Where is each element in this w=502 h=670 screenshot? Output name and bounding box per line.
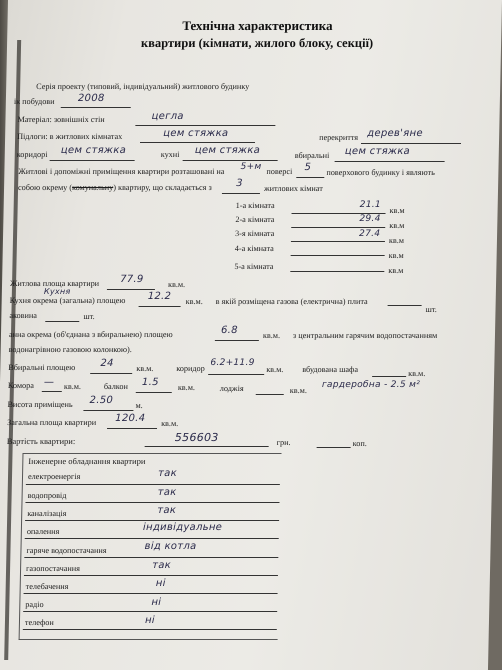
- eng-label: електроенергія: [27, 472, 81, 481]
- eng-line: [23, 611, 277, 612]
- toilet-value: 24: [100, 358, 114, 369]
- room-value: 27.4: [358, 229, 381, 239]
- eng-label: гаряче водопостачання: [26, 546, 107, 555]
- room-value: 29.4: [359, 214, 381, 224]
- eng-label: водопровід: [27, 491, 67, 500]
- loggia-unit: кв.м.: [289, 386, 308, 395]
- eng-value: так: [152, 560, 172, 571]
- series-label: Серія проекту (типовий, індивідуальний) житлового будинку: [36, 82, 250, 91]
- corridor-line: [50, 160, 135, 161]
- apartment-line: [18, 183, 212, 192]
- total-area-label: Загальна площа квартири: [7, 418, 97, 427]
- location-floor: 5+м: [240, 162, 262, 172]
- eng-line: [24, 593, 278, 594]
- room-unit: кв.м: [389, 221, 405, 230]
- total-area-unit: кв.м.: [161, 419, 179, 428]
- room-line: [290, 271, 384, 272]
- apt-rooms: 3: [236, 178, 243, 189]
- loggia-label: лоджія: [219, 384, 244, 393]
- balcony-value: 1.5: [141, 377, 159, 388]
- eng-label: газопостачання: [25, 564, 81, 573]
- corridor-area-label: коридор: [176, 364, 205, 373]
- eng-label: телефон: [24, 618, 54, 627]
- floors-rooms-value: цем стяжка: [163, 128, 229, 139]
- currency: грн.: [276, 438, 291, 447]
- height-label: Висота приміщень: [7, 400, 73, 409]
- room-line: [291, 255, 385, 256]
- eng-line: [25, 520, 279, 521]
- eng-label: телебачення: [25, 582, 69, 591]
- floors-rooms-label: Підлоги: в житлових кімнатах: [17, 132, 123, 141]
- kop: коп.: [352, 439, 367, 448]
- kitchen-area-tail: в якій розміщена газова (електрична) плита: [215, 297, 368, 306]
- loggia-line: [256, 394, 284, 395]
- eng-label: радіо: [25, 600, 44, 609]
- eng-header: Інженерне обладнання квартири: [28, 456, 146, 466]
- walls-line: [135, 125, 275, 126]
- location-total: 5: [304, 162, 312, 173]
- kitchen-stove-pcs: шт.: [425, 305, 437, 314]
- walls-value: цегла: [151, 111, 184, 122]
- location-label-b: поверсі: [266, 167, 293, 176]
- room-label: 4-а кімната: [234, 244, 274, 253]
- title-line-1: Технічна характеристика: [182, 18, 333, 33]
- pantry-unit: кв.м.: [63, 382, 82, 391]
- pantry-line: [42, 391, 62, 392]
- year-line: [61, 107, 131, 108]
- eng-line: [26, 484, 280, 485]
- room-unit: кв.м: [388, 266, 404, 275]
- apt-rooms-line: [222, 193, 260, 194]
- room-label: 5-а кімната: [234, 262, 274, 271]
- bathroom-value: цем стяжка: [344, 146, 411, 157]
- eng-value: від котла: [144, 541, 197, 552]
- apt-struck: комунальну: [71, 183, 114, 192]
- bath-label: анна окрема (об'єднана з вбиральнею) площею: [8, 330, 173, 339]
- location-total-line: [296, 177, 324, 178]
- apt-label-c: житлових кімнат: [263, 184, 323, 193]
- closet-unit: кв.м.: [408, 369, 426, 378]
- eng-line: [24, 575, 278, 576]
- eng-line: [23, 629, 277, 630]
- balcony-label: балкон: [103, 382, 128, 391]
- bath-value: 6.8: [220, 325, 239, 336]
- room-unit: кв.м: [388, 251, 404, 260]
- sinks-line: [45, 321, 79, 322]
- ceiling-value: дерев'яне: [367, 128, 423, 139]
- balcony-unit: кв.м.: [177, 383, 196, 392]
- living-area-label: Житлова площа квартири: [9, 279, 100, 288]
- corridor-area-unit: кв.м.: [266, 365, 284, 374]
- value-label: Вартість квартири:: [6, 436, 76, 446]
- closet-line: [372, 376, 406, 377]
- year-label: ік побудови: [13, 97, 55, 106]
- eng-line: [25, 538, 279, 539]
- toilet-unit: кв.м.: [136, 364, 154, 373]
- corridor-area-line: [208, 374, 264, 375]
- floors-rooms-line: [140, 142, 255, 143]
- eng-line: [24, 557, 278, 558]
- sinks-pcs: шт.: [83, 312, 95, 321]
- bath-line: [215, 340, 259, 341]
- kitchen-area-line: [139, 306, 181, 307]
- kitchen-value: цем стяжка: [194, 145, 261, 156]
- kitchen-area-note: Кухня: [43, 287, 71, 296]
- living-area-unit: кв.м.: [167, 280, 186, 289]
- walls-label: Матеріал: зовнішніх стін: [17, 115, 105, 124]
- bath-unit: кв.м.: [262, 331, 281, 340]
- room-line: [291, 227, 385, 228]
- total-area-value: 120.4: [115, 413, 146, 424]
- kitchen-label: кухні: [160, 150, 180, 159]
- eng-value: так: [157, 505, 177, 516]
- room-unit: кв.м: [388, 236, 405, 245]
- corridor-area-value: 6.2+11.9: [210, 358, 255, 368]
- pantry-label: Комора: [7, 381, 35, 390]
- closet-label: вбудована шафа: [302, 365, 359, 374]
- corridor-value: цем стяжка: [60, 145, 127, 156]
- wardrobe-note: гардеробна - 2.5 м²: [321, 380, 421, 390]
- bathroom-label: вбиральні: [294, 151, 330, 160]
- year-value: 2008: [77, 93, 105, 104]
- bath-tail-2: водонагрівною газовою колонкою).: [8, 345, 132, 354]
- bath-tail: з центральним гарячим водопостачанням: [292, 331, 438, 340]
- kitchen-area-unit: кв.м.: [185, 297, 203, 306]
- eng-line: [25, 502, 279, 503]
- living-area-value: 77.9: [120, 274, 144, 285]
- value-amount: 556603: [174, 431, 219, 444]
- eng-value: індивідуальне: [142, 522, 223, 533]
- eng-label: каналізація: [27, 509, 67, 518]
- height-unit: м.: [135, 401, 143, 410]
- room-value: 21.1: [359, 200, 382, 210]
- apt-label-a: собою окрему (: [17, 183, 73, 192]
- room-label: 3-я кімната: [235, 229, 275, 238]
- location-label-c: поверхового будинку і являють: [326, 168, 435, 177]
- toilet-line: [90, 373, 132, 374]
- living-area-line: [107, 289, 155, 290]
- eng-value: ні: [144, 615, 156, 626]
- location-label-a: Житлові і допоміжні приміщення квартири розташовані на: [18, 167, 225, 176]
- height-line: [83, 410, 133, 411]
- kitchen-area-value: 12.2: [147, 291, 172, 302]
- toilet-label: Вбиральні площею: [8, 363, 76, 372]
- kitchen-line: [183, 160, 278, 161]
- ceiling-label: перекриття: [319, 133, 359, 142]
- height-value: 2.50: [89, 395, 114, 406]
- room-unit: кв.м: [389, 206, 405, 215]
- room-line: [291, 241, 385, 242]
- apt-label-b: ) квартиру, що складається з: [113, 183, 212, 192]
- ceiling-line: [361, 143, 461, 144]
- kitchen-area-label: Кухня окрема (загальна) площею: [9, 296, 126, 305]
- eng-value: так: [157, 487, 177, 498]
- sinks-label: аковина: [9, 311, 38, 320]
- kitchen-stove-line: [388, 305, 422, 306]
- eng-value: ні: [155, 578, 166, 589]
- eng-value: ні: [151, 597, 162, 608]
- balcony-line: [136, 392, 172, 393]
- total-area-line: [107, 428, 157, 429]
- title-line-2: квартири (кімнати, жилого блоку, секції): [140, 36, 374, 50]
- room-label: 2-а кімната: [235, 215, 275, 224]
- bathroom-line: [335, 161, 445, 162]
- pantry-value: —: [43, 377, 55, 388]
- eng-label: опалення: [26, 527, 60, 536]
- room-label: 1-а кімната: [235, 201, 275, 210]
- corridor-label: коридорі: [16, 150, 48, 159]
- eng-value: так: [157, 468, 178, 479]
- kop-line: [317, 447, 351, 448]
- value-line: [145, 446, 269, 447]
